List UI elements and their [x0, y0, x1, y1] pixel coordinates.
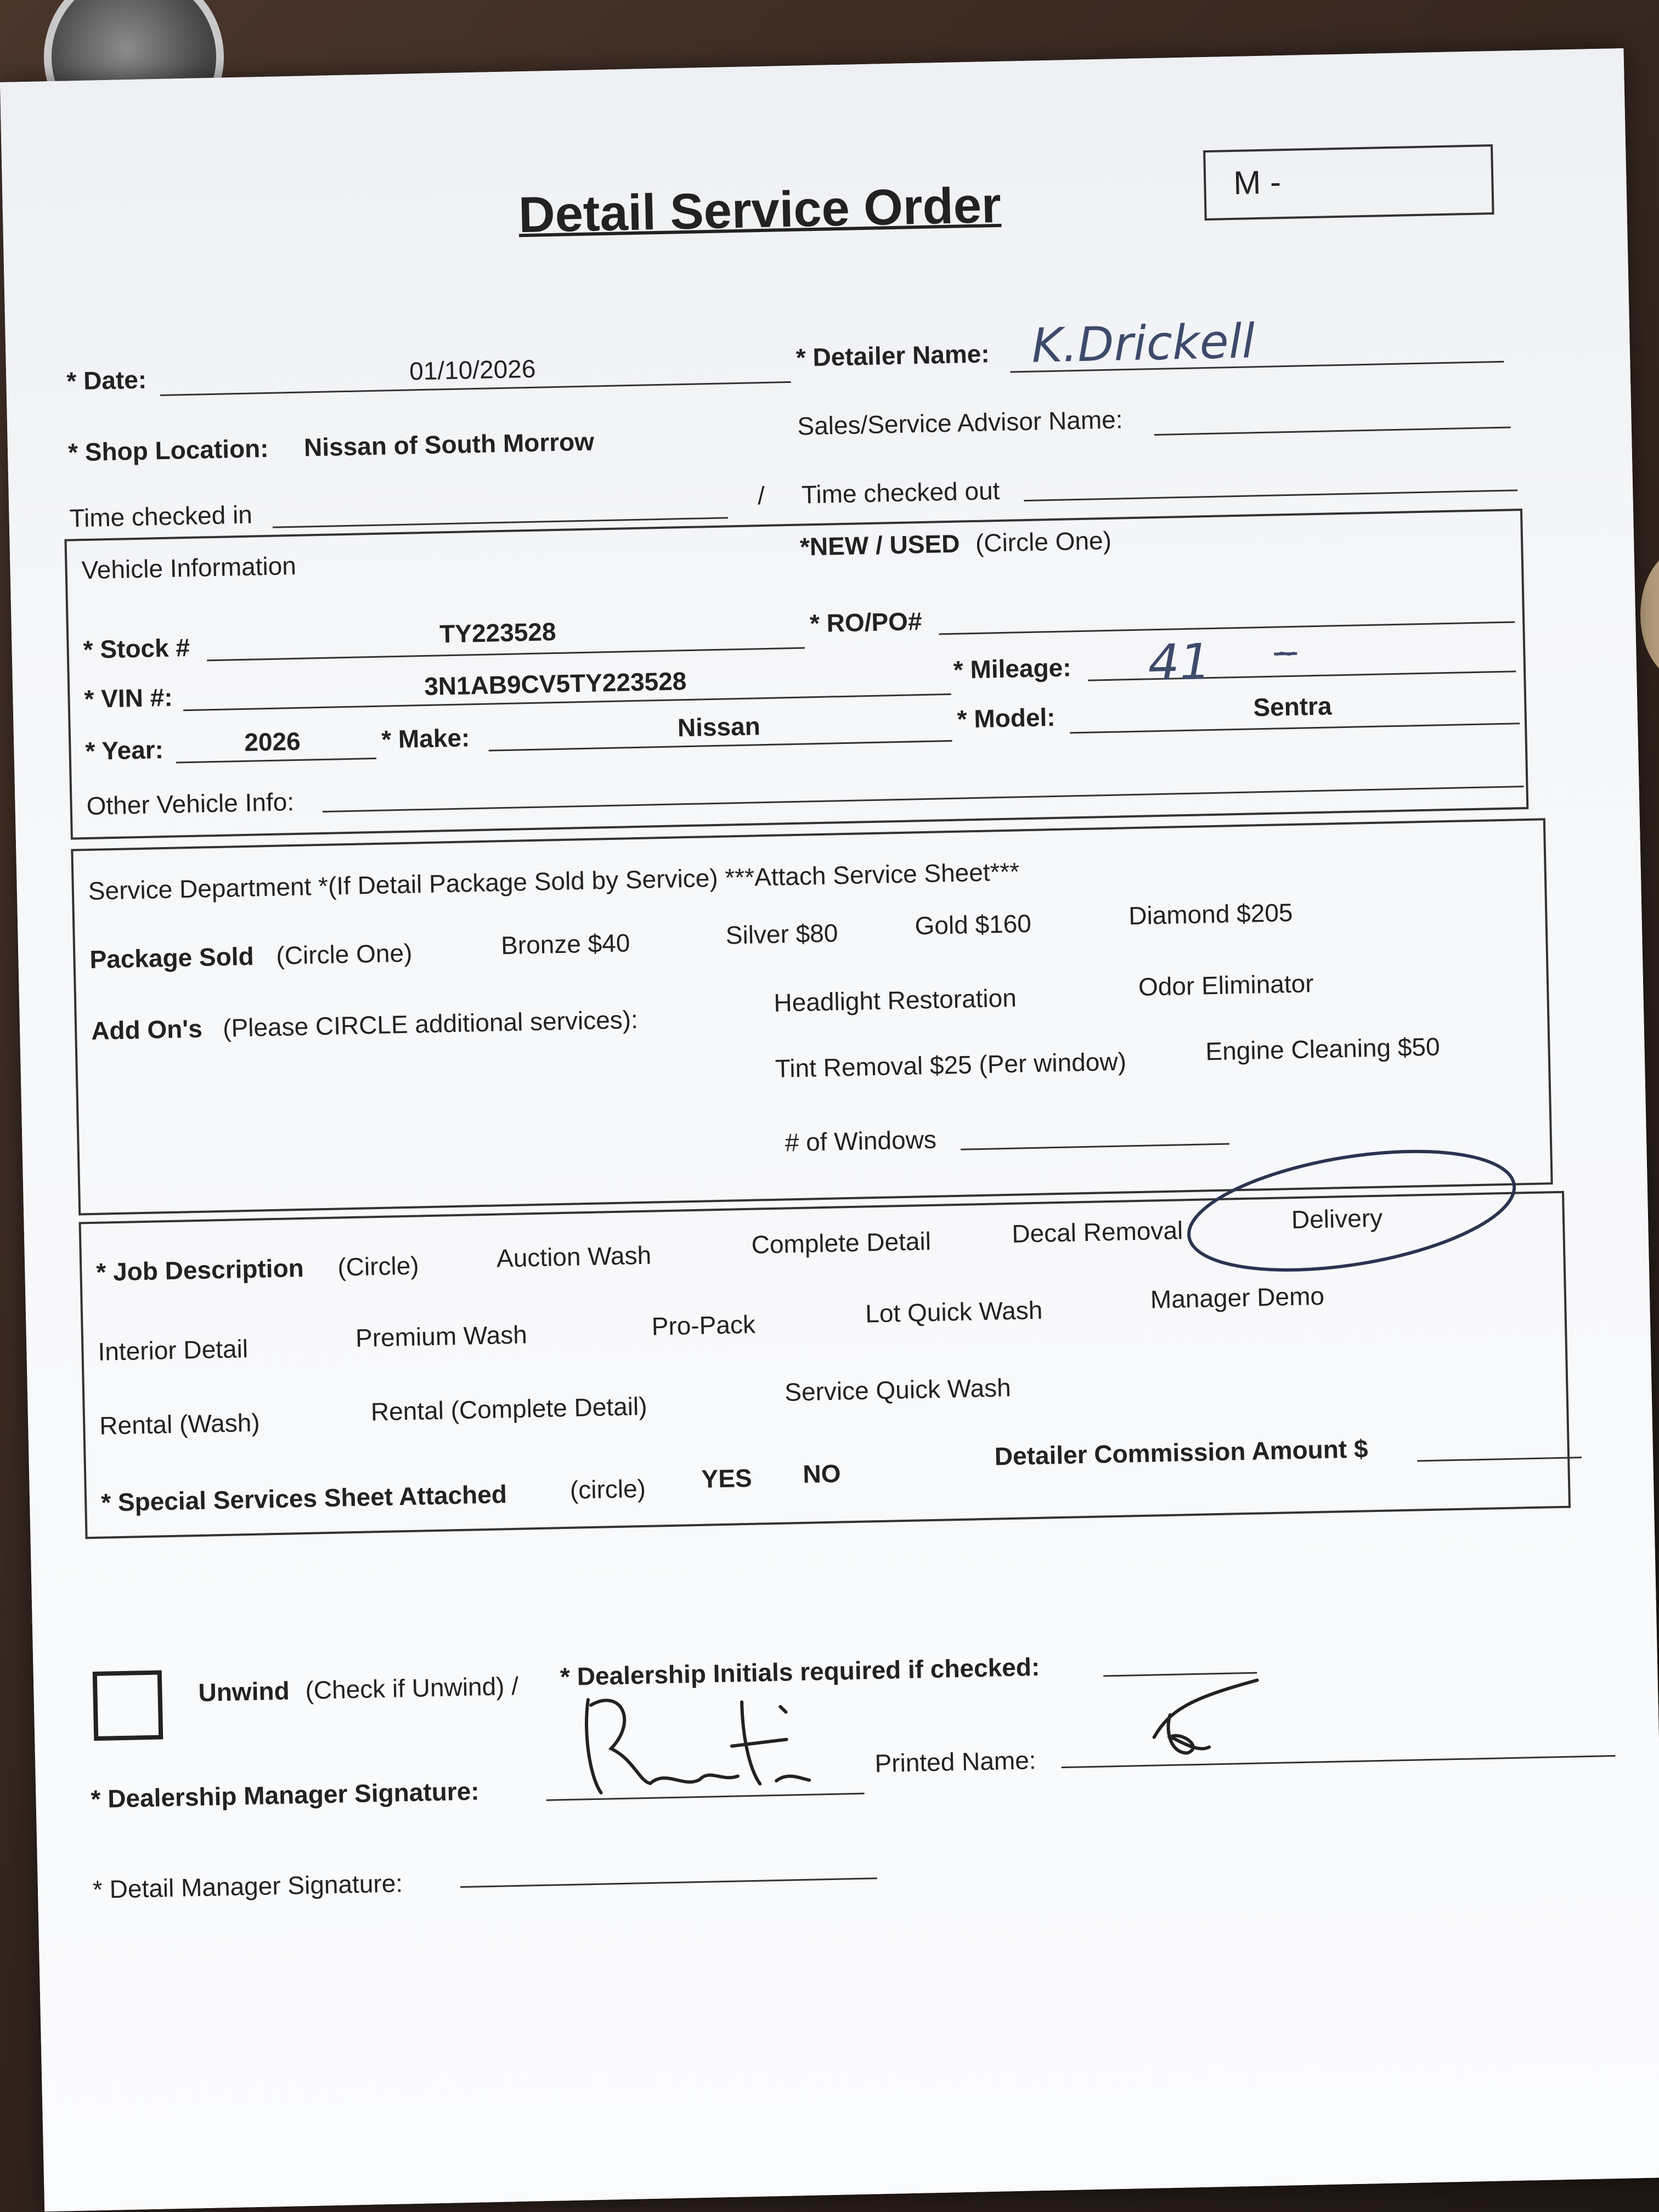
- date-label: * Date:: [66, 365, 147, 396]
- shop-location-value: Nissan of South Morrow: [303, 427, 595, 462]
- dealership-initials-label: * Dealership Initials required if checked:: [560, 1652, 1040, 1691]
- job-delivery[interactable]: Delivery: [1291, 1203, 1383, 1234]
- vehicle-info-label: Vehicle Information: [81, 551, 297, 585]
- printed-name-initial-scribble: [1147, 1674, 1269, 1765]
- make-value: Nissan: [677, 712, 761, 742]
- detailer-name-label: * Detailer Name:: [795, 339, 990, 372]
- addon-tint-removal[interactable]: Tint Removal $25 (Per window): [775, 1047, 1127, 1083]
- mileage-label: * Mileage:: [953, 653, 1072, 684]
- ropo-label: * RO/PO#: [809, 607, 922, 638]
- unwind-label: Unwind: [198, 1676, 290, 1707]
- time-slash: /: [757, 481, 765, 510]
- detail-manager-signature-label: * Detail Manager Signature:: [92, 1869, 403, 1904]
- shop-location-label: * Shop Location:: [67, 433, 269, 467]
- service-header: Service Department *(If Detail Package Sold by Service) ***Attach Service Sheet***: [88, 857, 1020, 905]
- job-premium-wash[interactable]: Premium Wash: [355, 1320, 528, 1352]
- addon-engine-cleaning[interactable]: Engine Cleaning $50: [1205, 1032, 1441, 1066]
- year-value: 2026: [244, 726, 301, 757]
- package-silver[interactable]: Silver $80: [725, 918, 838, 950]
- date-value: 01/10/2026: [409, 354, 536, 386]
- windows-label: # of Windows: [785, 1125, 937, 1157]
- job-decal-removal[interactable]: Decal Removal: [1011, 1216, 1183, 1248]
- package-diamond[interactable]: Diamond $205: [1128, 898, 1293, 930]
- paper-sheet: [0, 48, 1659, 2211]
- job-service-quick-wash[interactable]: Service Quick Wash: [784, 1373, 1012, 1407]
- addons-hint: (Please CIRCLE additional services):: [222, 1005, 639, 1042]
- job-lot-quick-wash[interactable]: Lot Quick Wash: [865, 1295, 1043, 1328]
- vin-label: * VIN #:: [84, 682, 173, 714]
- printed-name-line[interactable]: [1062, 1755, 1616, 1768]
- special-services-no[interactable]: NO: [802, 1459, 841, 1488]
- detailer-name-handwriting: K.Drickell: [1031, 314, 1256, 374]
- commission-label: Detailer Commission Amount $: [994, 1434, 1368, 1471]
- new-used-hint: (Circle One): [975, 526, 1112, 557]
- vin-value: 3N1AB9CV5TY223528: [424, 667, 687, 701]
- job-description-label: * Job Description: [95, 1253, 304, 1286]
- job-auction-wash[interactable]: Auction Wash: [496, 1240, 652, 1273]
- year-label: * Year:: [85, 735, 164, 766]
- special-services-yes[interactable]: YES: [701, 1463, 753, 1493]
- advisor-name-label: Sales/Service Advisor Name:: [797, 405, 1123, 441]
- job-description-hint: (Circle): [337, 1251, 420, 1282]
- package-sold-label: Package Sold: [89, 941, 255, 974]
- addon-headlight-restoration[interactable]: Headlight Restoration: [773, 983, 1017, 1017]
- dealership-manager-signature: [577, 1683, 865, 1815]
- job-rental-wash[interactable]: Rental (Wash): [99, 1408, 261, 1440]
- model-value: Sentra: [1252, 691, 1333, 722]
- time-in-label: Time checked in: [69, 500, 253, 533]
- advisor-name-line[interactable]: [1154, 426, 1511, 436]
- job-manager-demo[interactable]: Manager Demo: [1150, 1281, 1325, 1314]
- job-rental-complete-detail[interactable]: Rental (Complete Detail): [370, 1391, 647, 1426]
- stock-label: * Stock #: [83, 633, 190, 664]
- addon-odor-eliminator[interactable]: Odor Eliminator: [1138, 969, 1314, 1001]
- unwind-hint: (Check if Unwind) /: [304, 1671, 519, 1705]
- job-complete-detail[interactable]: Complete Detail: [751, 1226, 932, 1259]
- time-out-label: Time checked out: [801, 476, 1000, 509]
- addons-label: Add On's: [91, 1014, 203, 1045]
- new-used-label: *NEW / USED: [799, 529, 960, 561]
- delivery-circle-mark: [1175, 1142, 1534, 1276]
- other-vehicle-info-label: Other Vehicle Info:: [86, 787, 295, 820]
- make-label: * Make:: [381, 723, 470, 754]
- model-label: * Model:: [957, 702, 1056, 733]
- m-number-box[interactable]: [1203, 144, 1494, 221]
- unwind-checkbox[interactable]: [93, 1670, 163, 1741]
- mileage-strikeout-mark: ~: [1273, 636, 1297, 669]
- package-sold-hint: (Circle One): [275, 938, 413, 970]
- mileage-handwriting: 41: [1147, 633, 1212, 692]
- time-out-line[interactable]: [1024, 489, 1517, 501]
- package-bronze[interactable]: Bronze $40: [500, 928, 630, 960]
- special-services-label: * Special Services Sheet Attached: [100, 1480, 507, 1517]
- job-pro-pack[interactable]: Pro-Pack: [651, 1310, 756, 1341]
- sheet-surface: [0, 48, 1659, 2211]
- m-number-label: M -: [1233, 163, 1282, 201]
- detail-manager-signature-line[interactable]: [460, 1877, 877, 1888]
- package-gold[interactable]: Gold $160: [915, 909, 1032, 940]
- printed-name-label: Printed Name:: [874, 1746, 1037, 1778]
- special-services-hint: (circle): [569, 1474, 646, 1504]
- job-interior-detail[interactable]: Interior Detail: [97, 1334, 249, 1366]
- form-title: Detail Service Order: [518, 177, 1002, 244]
- dealership-manager-signature-label: * Dealership Manager Signature:: [91, 1776, 480, 1814]
- stock-value: TY223528: [439, 617, 557, 648]
